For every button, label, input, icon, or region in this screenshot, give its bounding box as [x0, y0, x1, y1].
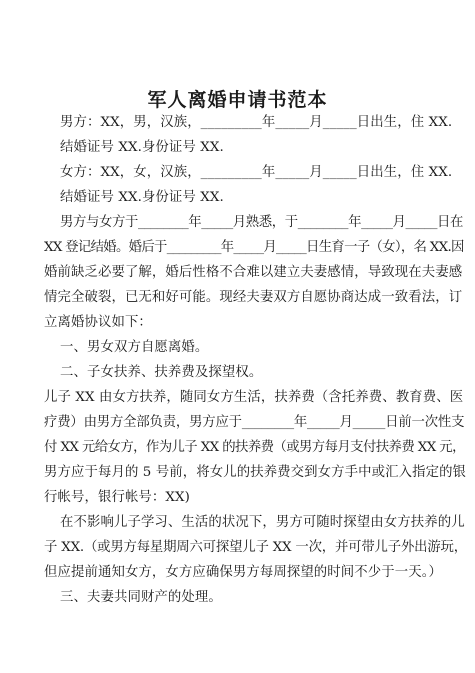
paragraph-line-custody-5: 行帐号，银行帐号：XX): [44, 490, 191, 505]
paragraph-line-visitation-3: 但应提前通知女方，女方应确保男方每周探望的时间不少于一天。）: [44, 565, 443, 580]
paragraph-line-husband-certificate: 结婚证号 XX.身份证号 XX.: [60, 140, 224, 155]
paragraph-line-custody-4: 男方应于每月的 5 号前，将女儿的扶养费交到女方手中或汇入指定的银: [44, 465, 467, 480]
section-heading-3: 三、夫妻共同财产的处理。: [60, 590, 222, 605]
section-heading-2: 二、子女扶养、扶养费及探望权。: [60, 365, 263, 380]
paragraph-line-visitation-2: 子 XX.（或男方每星期周六可探望儿子 XX 一次，并可带儿子外出游玩，: [44, 540, 467, 555]
section-heading-1: 一、男女双方自愿离婚。: [60, 340, 209, 355]
paragraph-line-wife-info: 女方：XX，女，汉族，_________年_____月_____日出生，住 XX.: [60, 165, 453, 180]
paragraph-line-visitation-1: 在不影响儿子学习、生活的状况下，男方可随时探望由女方扶养的儿: [60, 515, 465, 530]
document-title: 军人离婚申请书范本: [147, 89, 328, 111]
paragraph-line-marriage-1: 男方与女方于________年_____月熟悉，于________年_____月_____日在: [60, 215, 464, 230]
paragraph-line-custody-1: 儿子 XX 由女方扶养，随同女方生活，扶养费（含托养费、教育费、医: [44, 390, 464, 405]
paragraph-line-marriage-2: XX 登记结婚。婚后于_________年_____月_____日生育一子（女），名 XX.因: [44, 240, 464, 255]
paragraph-line-marriage-4: 情完全破裂，已无和好可能。现经夫妻双方自愿协商达成一致看法，订: [44, 290, 463, 305]
paragraph-line-marriage-3: 婚前缺乏必要了解，婚后性格不合难以建立夫妻感情，导致现在夫妻感: [44, 265, 463, 280]
paragraph-line-custody-3: 付 XX 元给女方，作为儿子 XX 的扶养费（或男方每月支付扶养费 XX 元，: [44, 440, 465, 455]
paragraph-line-marriage-5: 立离婚协议如下：: [44, 315, 152, 330]
paragraph-line-wife-certificate: 结婚证号 XX.身份证号 XX.: [60, 190, 224, 205]
paragraph-line-custody-2: 疗费）由男方全部负责，男方应于________年_____月_____日前一次性支: [44, 415, 465, 430]
paragraph-line-husband-info: 男方：XX，男，汉族，_________年_____月_____日出生，住 XX.: [60, 115, 453, 130]
